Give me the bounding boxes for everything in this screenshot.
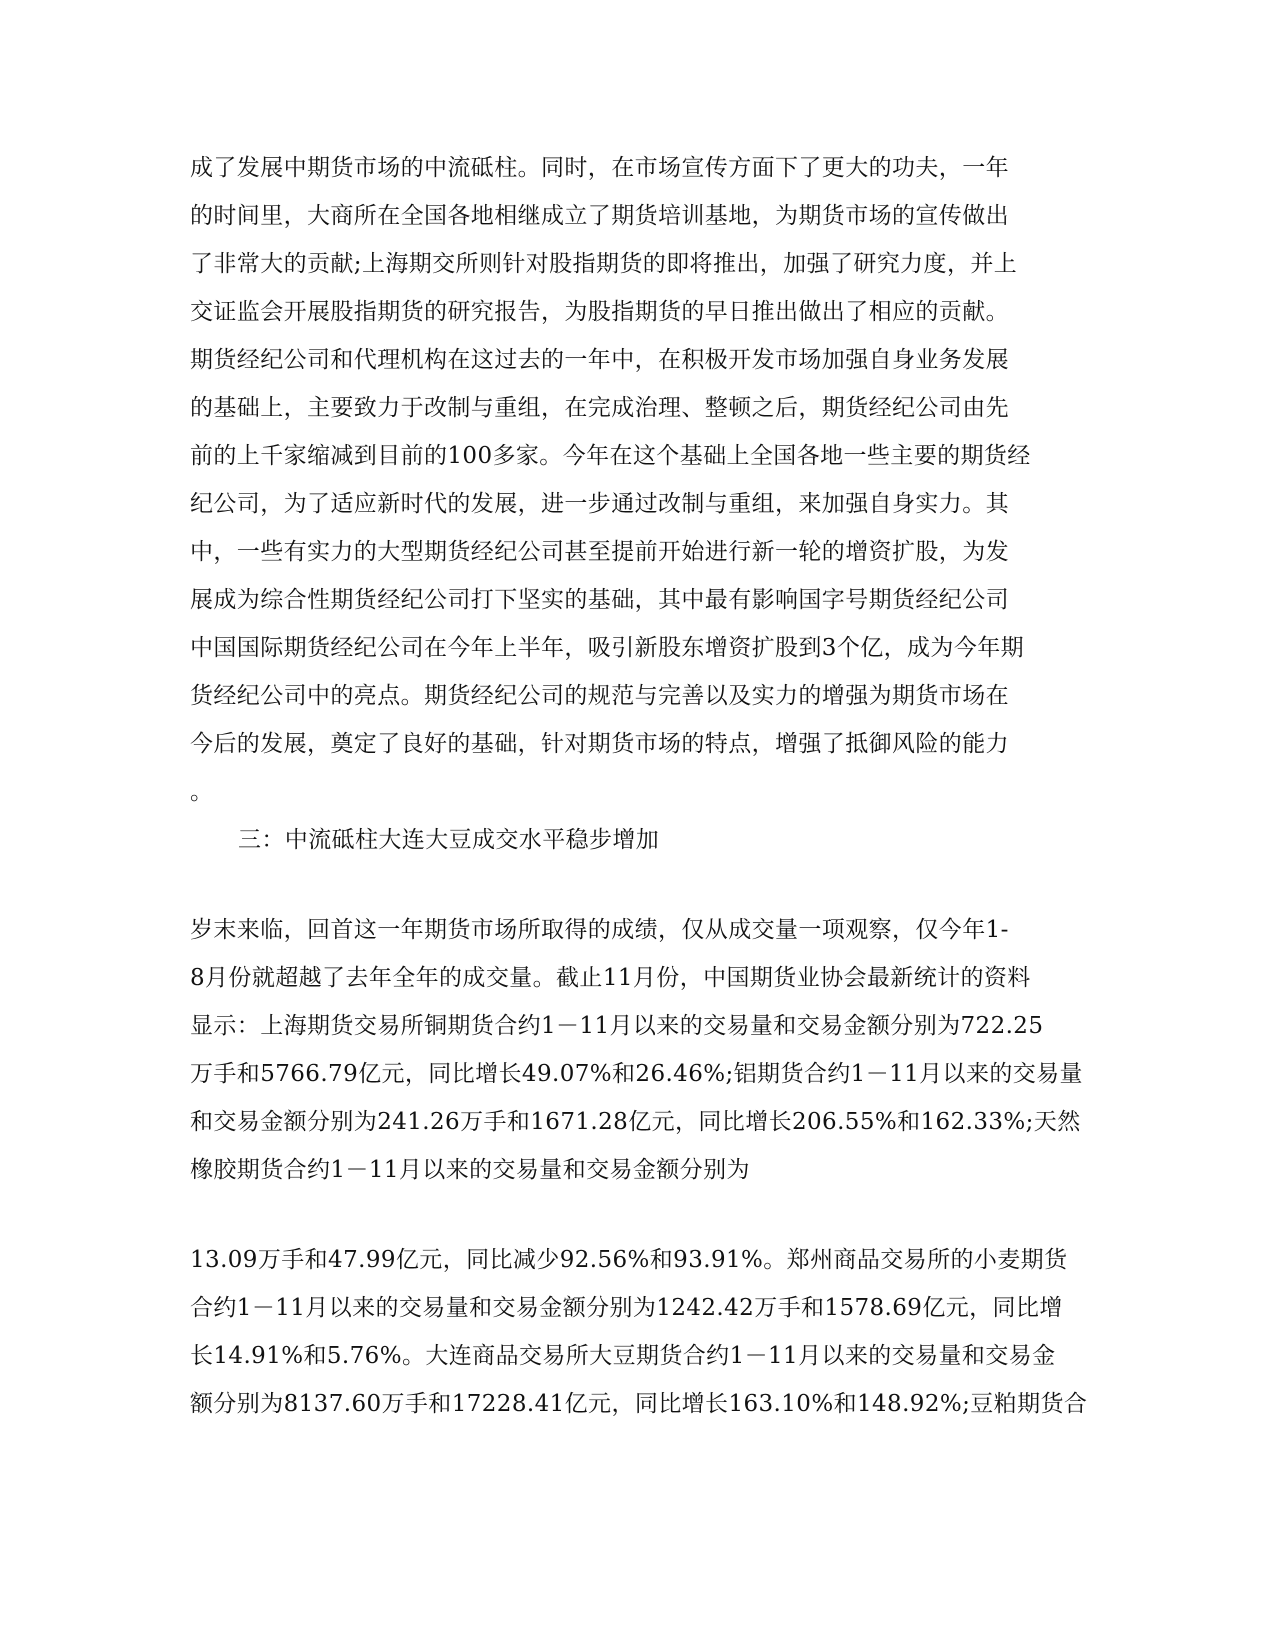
text-line: 岁末来临，回首这一年期货市场所取得的成绩，仅从成交量一项观察，仅今年1- — [190, 917, 1009, 943]
text-line: 额分别为8137.60万手和17228.41亿元，同比增长163.10%和148.92%;豆粕期货合 — [190, 1391, 1088, 1417]
text-line: 13.09万手和47.99亿元，同比减少92.56%和93.91%。郑州商品交易所的小麦期货 — [190, 1247, 1068, 1273]
text-line: 展成为综合性期货经纪公司打下坚实的基础，其中最有影响国字号期货经纪公司 — [190, 587, 1009, 613]
text-line: 8月份就超越了去年全年的成交量。截止11月份，中国期货业协会最新统计的资料 — [190, 965, 1031, 991]
text-line: 今后的发展，奠定了良好的基础，针对期货市场的特点，增强了抵御风险的能力 — [190, 731, 1009, 757]
text-line: 合约1－11月以来的交易量和交易金额分别为1242.42万手和1578.69亿元，同比增 — [190, 1295, 1063, 1321]
text-line: 了非常大的贡献;上海期交所则针对股指期货的即将推出，加强了研究力度，并上 — [190, 251, 1018, 277]
text-line: 橡胶期货合约1－11月以来的交易量和交易金额分别为 — [190, 1157, 750, 1183]
text-line: 长14.91%和5.76%。大连商品交易所大豆期货合约1－11月以来的交易量和交易金 — [190, 1343, 1056, 1369]
text-line: 和交易金额分别为241.26万手和1671.28亿元，同比增长206.55%和162.33%;天然 — [190, 1109, 1081, 1135]
text-line: 的基础上，主要致力于改制与重组，在完成治理、整顿之后，期货经纪公司由先 — [190, 395, 1009, 421]
text-line: 中，一些有实力的大型期货经纪公司甚至提前开始进行新一轮的增资扩股，为发 — [190, 539, 1009, 565]
text-line: 交证监会开展股指期货的研究报告，为股指期货的早日推出做出了相应的贡献。 — [190, 299, 1009, 325]
text-line: 。 — [190, 779, 214, 805]
section-heading: 三：中流砥柱大连大豆成交水平稳步增加 — [238, 827, 660, 853]
text-line: 显示：上海期货交易所铜期货合约1－11月以来的交易量和交易金额分别为722.25 — [190, 1013, 1044, 1039]
text-line: 期货经纪公司和代理机构在这过去的一年中，在积极开发市场加强自身业务发展 — [190, 347, 1009, 373]
text-line: 纪公司，为了适应新时代的发展，进一步通过改制与重组，来加强自身实力。其 — [190, 491, 1009, 517]
text-line: 货经纪公司中的亮点。期货经纪公司的规范与完善以及实力的增强为期货市场在 — [190, 683, 1009, 709]
text-line: 成了发展中期货市场的中流砥柱。同时，在市场宣传方面下了更大的功夫，一年 — [190, 155, 1009, 181]
text-line: 前的上千家缩减到目前的100多家。今年在这个基础上全国各地一些主要的期货经 — [190, 443, 1031, 469]
text-line: 万手和5766.79亿元，同比增长49.07%和26.46%;铝期货合约1－11月以来的交易量 — [190, 1061, 1083, 1087]
text-line: 的时间里，大商所在全国各地相继成立了期货培训基地，为期货市场的宣传做出 — [190, 203, 1009, 229]
text-line: 中国国际期货经纪公司在今年上半年，吸引新股东增资扩股到3个亿，成为今年期 — [190, 635, 1025, 661]
